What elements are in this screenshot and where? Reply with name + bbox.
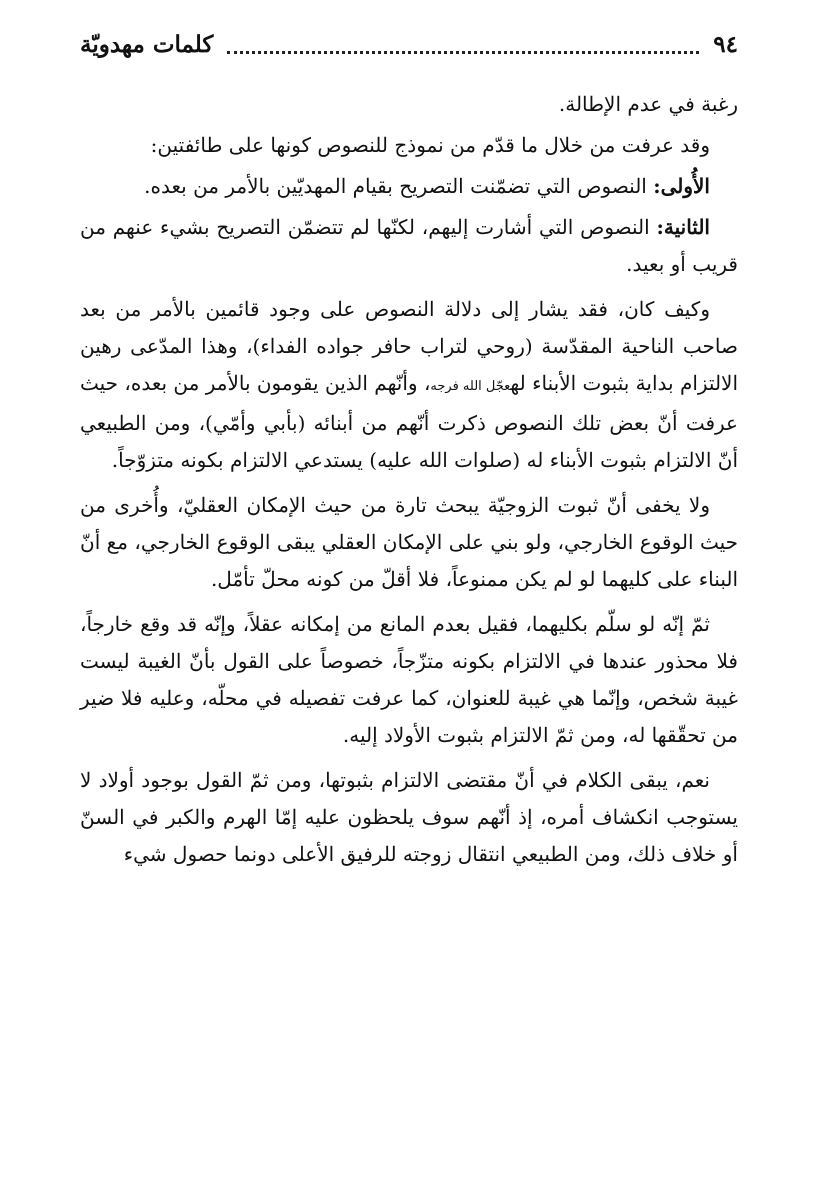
paragraph-continuation — [80, 86, 738, 123]
paragraph-text: رغبة في عدم الإطالة. — [558, 92, 738, 116]
paragraph-text: النصوص التي تضمّنت التصريح بقيام المهديّين بالأمر من بعده. — [144, 174, 654, 198]
paragraph-occultation — [80, 606, 738, 754]
header-dotted-leader — [227, 51, 699, 54]
paragraph-lead: الثانية: — [656, 215, 710, 239]
paragraph-text: نعم، يبقى الكلام في أنّ مقتضى الالتزام بثبوتها، ومن ثمّ القول بوجود أولاد لا يستوجب انكشاف أمره، إذ أنّهم سوف يلحظون عليه إمّا الهرم والكبر في السنّ أو خلاف ذلك، ومن الطبيعي انتقال زوجته للرفيق الأعلى دونما حصول شيء — [80, 768, 738, 866]
paragraph-text: ولا يخفى أنّ ثبوت الزوجيّة يبحث تارة من حيث الإمكان العقليّ، وأُخرى من حيث الوقوع الخارجي، ولو بني على الإمكان العقلي يبقى الوقوع الخارجي، مع أنّ البناء على كليهما لو لم يكن ممنوعاً، فلا أقلّ من كونه محلّ تأمّل. — [80, 493, 738, 591]
paragraph-children — [80, 762, 738, 873]
paragraph-text: وكيف كان، فقد يشار إلى دلالة النصوص على وجود قائمين بالأمر من بعد صاحب الناحية المقدّسة (روحي لتراب حافر جواده الفداء)، وهذا المدّعى رهين الالتزام بداية بثبوت الأبناء له — [80, 297, 739, 395]
paragraph-text: وقد عرفت من خلال ما قدّم من نموذج للنصوص كونها على طائفتين: — [150, 133, 710, 157]
paragraph-argument — [80, 291, 738, 479]
page-number: ٩٤ — [713, 30, 738, 58]
running-title: كلمات مهدويّة — [80, 30, 214, 58]
paragraph-text: النصوص التي أشارت إليهم، لكنّها لم تتضمّن التصريح بشيء عنهم من قريب أو بعيد. — [80, 215, 738, 276]
paragraph-text: ثمّ إنّه لو سلّم بكليهما، فقيل بعدم المانع من إمكانه عقلاً، وإنّه قد وقع خارجاً، فلا محذور عندها في الالتزام بكونه متزّجاً، خصوصاً على القول بأنّ الغيبة ليست غيبة شخص، وإنّما هي غيبة للعنوان، كما عرفت تفصيله في محلّه، وعليه فلا ضير من تحقّقها له، ومن ثمّ الالتزام بثبوت الأولاد إليه. — [80, 612, 739, 747]
honorific-symbol: عجّل الله فرجه — [430, 379, 511, 394]
page-header — [80, 24, 738, 64]
paragraph-lead: الأُولى: — [653, 174, 710, 198]
paragraph-intro — [80, 127, 738, 164]
paragraph-first-group — [80, 168, 738, 205]
page-body — [80, 86, 738, 881]
paragraph-text: ، وأنّهم الذين يقومون بالأمر من بعده، حيث عرفت أنّ بعض تلك النصوص ذكرت أنّهم من أبنائه (بأبي وأمّي)، ومن الطبيعي أنّ الالتزام بثبوت الأبناء له (صلوات الله عليه) يستدعي الالتزام بكونه متزوّجاً. — [80, 371, 738, 472]
paragraph-marriage — [80, 487, 738, 598]
paragraph-second-group — [80, 209, 738, 283]
